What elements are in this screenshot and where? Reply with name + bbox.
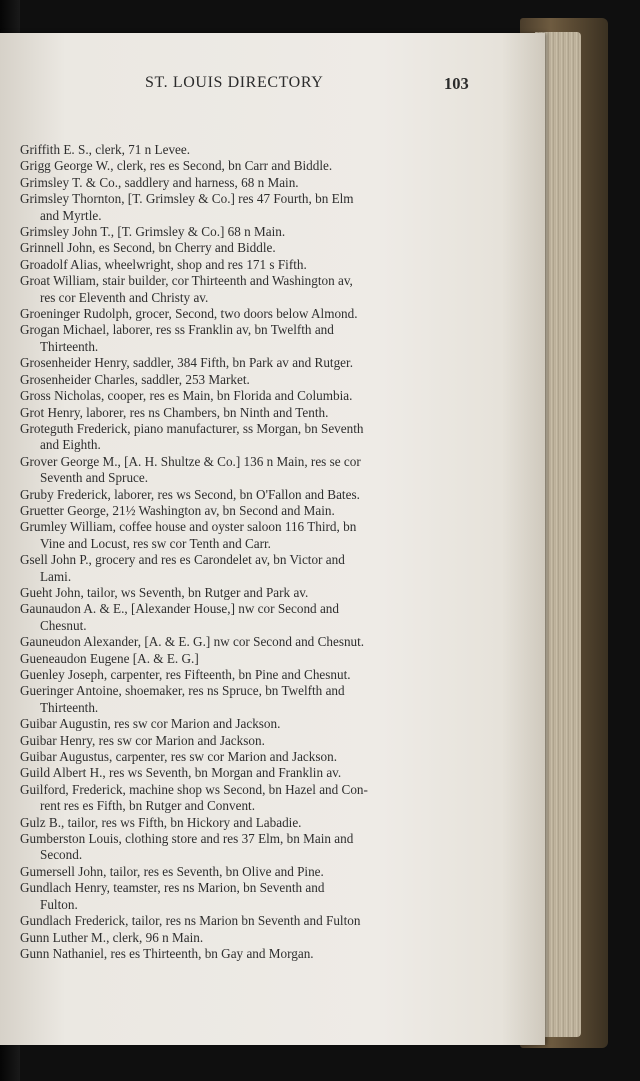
entry-line: Gruetter George, 21½ Washington av, bn Second and Main. [20, 502, 335, 518]
entry-line: Griffith E. S., clerk, 71 n Levee. [20, 142, 191, 157]
entry-line: Guibar Augustus, carpenter, res sw cor Marion and Jackson. [20, 749, 337, 765]
running-title: ST. LOUIS DIRECTORY [145, 74, 324, 91]
directory-entry [20, 454, 475, 487]
directory-entry [20, 716, 475, 732]
entry-continuation-line: Lami. [40, 568, 72, 584]
page-number: 103 [444, 74, 469, 93]
entry-line: Gunn Nathaniel, res es Thirteenth, bn Gay and Morgan. [20, 945, 314, 961]
directory-entry [20, 749, 475, 765]
entry-continuation-line: and Eighth. [40, 437, 101, 453]
entry-line: Gunn Luther M., clerk, 96 n Main. [20, 929, 204, 945]
directory-entry [20, 815, 475, 831]
entry-line: Groeninger Rudolph, grocer, Second, two doors below Almond. [20, 306, 358, 322]
directory-entry [20, 240, 475, 256]
entry-line: Groteguth Frederick, piano manufacturer, ss Morgan, bn Seventh [20, 420, 364, 436]
entry-line: Gulz B., tailor, res ws Fifth, bn Hickory and Labadie. [20, 814, 302, 830]
entry-line: Gundlach Henry, teamster, res ns Marion, bn Seventh and [20, 880, 325, 896]
directory-entry [20, 388, 475, 404]
directory-entry [20, 372, 475, 388]
directory-entry [20, 683, 475, 716]
entry-continuation-line: Second. [40, 847, 83, 863]
entry-line: Grimsley T. & Co., saddlery and harness, 68 n Main. [20, 174, 299, 190]
directory-entry [20, 503, 475, 519]
entry-continuation-line: Vine and Locust, res sw cor Tenth and Carr. [40, 535, 271, 551]
directory-entry [20, 765, 475, 781]
directory-entry [20, 224, 475, 240]
directory-entry [20, 257, 475, 273]
directory-entry [20, 864, 475, 880]
entry-line: Grumley William, coffee house and oyster saloon 116 Third, bn [20, 519, 357, 535]
entry-line: Gueneaudon Eugene [A. & E. G.] [20, 650, 199, 666]
entry-line: Guibar Henry, res sw cor Marion and Jackson. [20, 732, 265, 748]
directory-entry [20, 880, 475, 913]
directory-entry [20, 142, 475, 158]
directory-entry [20, 487, 475, 503]
entry-continuation-line: rent res es Fifth, bn Rutger and Convent. [40, 798, 255, 814]
entry-continuation-line: Seventh and Spruce. [40, 470, 149, 486]
directory-entry [20, 158, 475, 174]
entry-line: Gruby Frederick, laborer, res ws Second, bn O'Fallon and Bates. [20, 486, 360, 502]
entry-line: Gundlach Frederick, tailor, res ns Marion bn Seventh and Fulton [20, 913, 361, 929]
entry-line: Gsell John P., grocery and res es Carondelet av, bn Victor and [20, 552, 345, 568]
directory-entry [20, 831, 475, 864]
directory-entry [20, 634, 475, 650]
directory-entry [20, 552, 475, 585]
directory-entry [20, 191, 475, 224]
directory-entry [20, 355, 475, 371]
directory-entry [20, 585, 475, 601]
entry-line: Grosenheider Henry, saddler, 384 Fifth, bn Park av and Rutger. [20, 355, 353, 371]
entry-line: Grinnell John, es Second, bn Cherry and Biddle. [20, 240, 276, 256]
entry-line: Groadolf Alias, wheelwright, shop and res 171 s Fifth. [20, 256, 307, 272]
entry-line: Gumersell John, tailor, res es Seventh, bn Olive and Pine. [20, 863, 324, 879]
entry-line: Grogan Michael, laborer, res ss Franklin av, bn Twelfth and [20, 322, 334, 338]
entry-line: Gaunaudon A. & E., [Alexander House,] nw cor Second and [20, 601, 339, 617]
directory-entry [20, 651, 475, 667]
entry-line: Groat William, stair builder, cor Thirteenth and Washington av, [20, 273, 353, 289]
directory-entry [20, 782, 475, 815]
directory-entry [20, 946, 475, 962]
directory-entry [20, 322, 475, 355]
directory-entries [20, 142, 475, 962]
entry-line: Guibar Augustin, res sw cor Marion and Jackson. [20, 716, 281, 732]
directory-entry [20, 421, 475, 454]
directory-entry [20, 733, 475, 749]
directory-entry [20, 913, 475, 929]
directory-entry [20, 273, 475, 306]
directory-entry [20, 175, 475, 191]
entry-line: Gueht John, tailor, ws Seventh, bn Rutger and Park av. [20, 584, 309, 600]
entry-continuation-line: Thirteenth. [40, 338, 99, 354]
entry-continuation-line: and Myrtle. [40, 207, 102, 223]
page-header [0, 74, 545, 98]
entry-continuation-line: Fulton. [40, 896, 78, 912]
entry-line: Grimsley Thornton, [T. Grimsley & Co.] res 47 Fourth, bn Elm [20, 191, 354, 207]
entry-line: Guenley Joseph, carpenter, res Fifteenth, bn Pine and Chesnut. [20, 667, 351, 682]
directory-entry [20, 667, 475, 683]
entry-line: Gross Nicholas, cooper, res es Main, bn Florida and Columbia. [20, 388, 353, 404]
entry-line: Guilford, Frederick, machine shop ws Second, bn Hazel and Con- [20, 781, 368, 797]
entry-line: Grimsley John T., [T. Grimsley & Co.] 68 n Main. [20, 224, 286, 240]
directory-entry [20, 306, 475, 322]
entry-line: Guild Albert H., res ws Seventh, bn Morgan and Franklin av. [20, 765, 342, 781]
entry-line: Gauneudon Alexander, [A. & E. G.] nw cor Second and Chesnut. [20, 634, 365, 650]
entry-line: Grigg George W., clerk, res es Second, bn Carr and Biddle. [20, 158, 333, 174]
entry-continuation-line: res cor Eleventh and Christy av. [40, 289, 209, 305]
directory-entry [20, 519, 475, 552]
entry-line: Grover George M., [A. H. Shultze & Co.] 136 n Main, res se cor [20, 453, 361, 469]
directory-entry [20, 930, 475, 946]
entry-continuation-line: Chesnut. [40, 617, 87, 633]
entry-line: Gueringer Antoine, shoemaker, res ns Spruce, bn Twelfth and [20, 683, 345, 699]
directory-entry [20, 405, 475, 421]
entry-line: Gumberston Louis, clothing store and res 37 Elm, bn Main and [20, 831, 354, 847]
entry-continuation-line: Thirteenth. [40, 699, 99, 715]
entry-line: Grosenheider Charles, saddler, 253 Market. [20, 371, 250, 387]
entry-line: Grot Henry, laborer, res ns Chambers, bn Ninth and Tenth. [20, 404, 329, 420]
directory-entry [20, 601, 475, 634]
